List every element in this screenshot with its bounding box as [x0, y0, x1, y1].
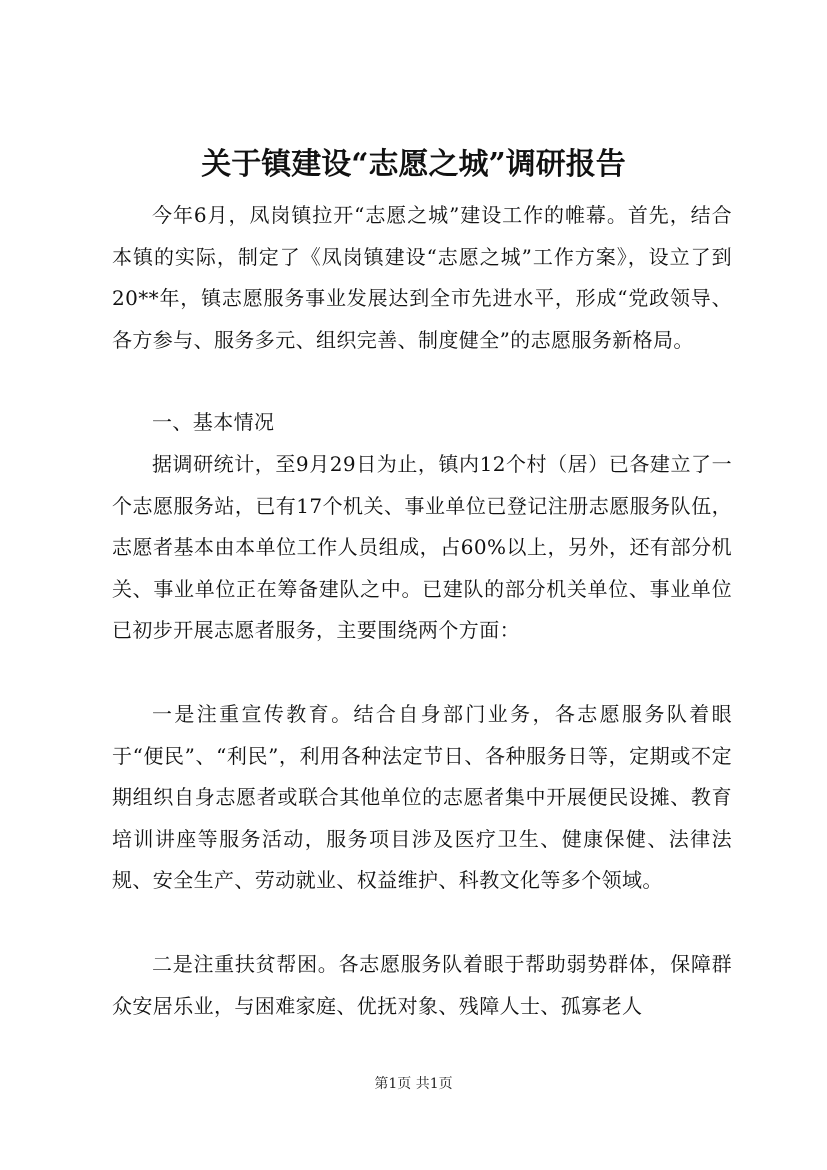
document-title: 关于镇建设“志愿之城”调研报告	[201, 147, 626, 182]
page-footer: 第1页 共1页	[374, 1076, 453, 1092]
section-heading-basic-situation: 一、基本情况	[152, 410, 275, 434]
paragraph-publicity-education: 一是注重宣传教育。结合自身部门业务，各志愿服务队着眼于“便民”、“利民”，利用各种法定节日、各种服务日等，定期或不定期组织自身志愿者或联合其他单位的志愿者集中开展便民设摊、教育培训讲座等服务活动，服务项目涉及医疗卫生、健康保健、法律法规、安全生产、劳动就业、权益维护、科教文化等多个领域。	[112, 702, 732, 892]
paragraph-statistics: 据调研统计，至9月29日为止，镇内12个村（居）已各建立了一个志愿服务站，已有17个机关、事业单位已登记注册志愿服务队伍，志愿者基本由本单位工作人员组成，占60%以上，另外，还有部分机关、事业单位正在筹备建队之中。已建队的部分机关单位、事业单位已初步开展志愿者服务，主要围绕两个方面：	[112, 452, 732, 642]
paragraph-intro: 今年6月，凤岗镇拉开“志愿之城”建设工作的帷幕。首先，结合本镇的实际，制定了《凤岗镇建设“志愿之城”工作方案》，设立了到20**年，镇志愿服务事业发展达到全市先进水平，形成“党政领导、各方参与、服务多元、组织完善、制度健全”的志愿服务新格局。	[112, 203, 732, 352]
paragraph-poverty-relief: 二是注重扶贫帮困。各志愿服务队着眼于帮助弱势群体，保障群众安居乐业，与困难家庭、优抚对象、残障人士、孤寡老人	[112, 952, 732, 1018]
